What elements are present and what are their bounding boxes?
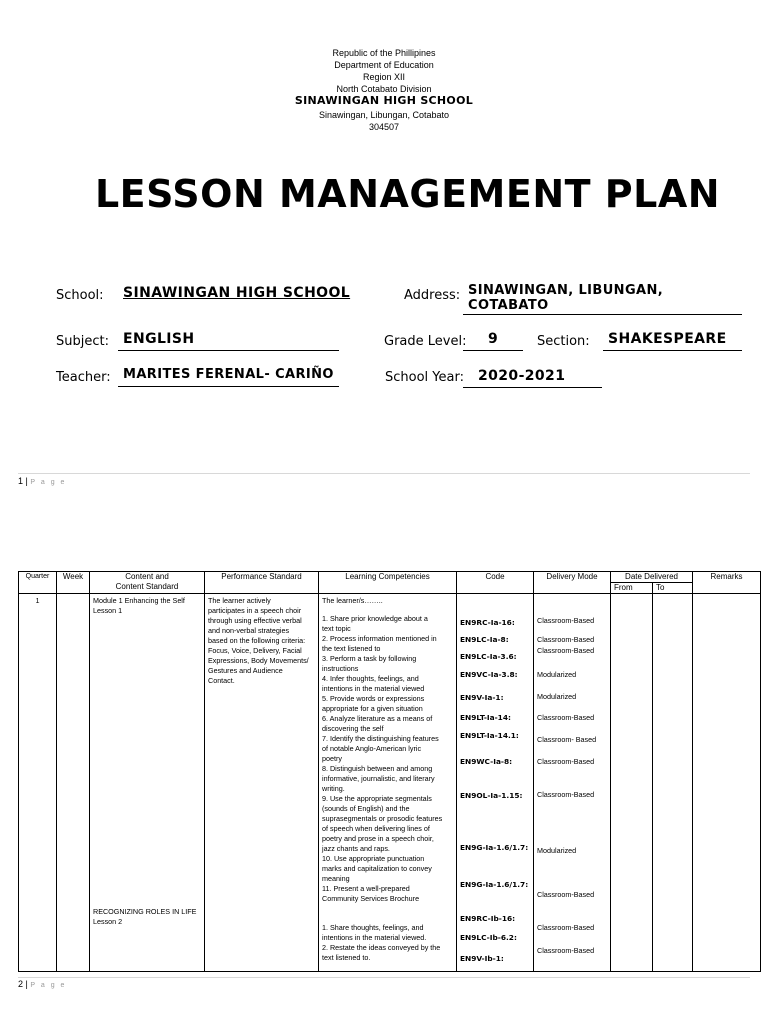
page-footer-2 xyxy=(18,979,66,989)
quarter-cell xyxy=(19,594,57,972)
page-word: P a g e xyxy=(30,982,67,989)
competency-code: EN9LT-Ia-14.1: xyxy=(460,731,519,740)
competency-line: 8. Distinguish between and among xyxy=(322,764,433,773)
competency-line: 2. Process information mentioned in xyxy=(322,634,437,643)
delivery-mode: Classroom- Based xyxy=(537,735,597,744)
competency-line: 9. Use the appropriate segmentals xyxy=(322,794,432,803)
teacher-label: Teacher: xyxy=(56,370,111,385)
competency-line: 2. Restate the ideas conveyed by the xyxy=(322,943,441,952)
competency-line: informative, journalistic, and literary xyxy=(322,774,435,783)
section-value: SHAKESPEARE xyxy=(608,331,727,347)
competency-line: the text listened to xyxy=(322,644,381,653)
competency-line: Community Services Brochure xyxy=(322,894,420,903)
competency-line: of speech when delivering lines of xyxy=(322,824,430,833)
content-module-line: Module 1 Enhancing the Self xyxy=(93,596,185,605)
delivery-mode: Classroom-Based xyxy=(537,757,595,766)
header-delivery: Delivery Mode xyxy=(534,572,611,594)
delivery-mode: Classroom-Based xyxy=(537,923,595,932)
competency-code: EN9LT-Ia-14: xyxy=(460,713,511,722)
grade-label: Grade Level: xyxy=(384,334,467,349)
performance-line: participates in a speech choir xyxy=(208,606,302,615)
competency-line: instructions xyxy=(322,664,359,673)
delivery-mode: Classroom-Based xyxy=(537,790,595,799)
from-cell xyxy=(611,594,653,972)
performance-cell xyxy=(205,594,319,972)
delivery-mode: Classroom-Based xyxy=(537,616,595,625)
subject-value: ENGLISH xyxy=(123,331,195,347)
content-lesson2-line: Lesson 2 xyxy=(93,917,123,926)
competency-line: intentions in the material viewed. xyxy=(322,933,427,942)
competency-line: writing. xyxy=(322,784,345,793)
competency-line: text listened to. xyxy=(322,953,371,962)
header-to: To xyxy=(653,583,693,594)
lesson-plan-table xyxy=(18,571,761,972)
section-label: Section: xyxy=(537,334,590,349)
performance-line: Gestures and Audience xyxy=(208,666,283,675)
competency-line: poetry xyxy=(322,754,342,763)
school-label: School: xyxy=(56,288,104,303)
competency-line: 10. Use appropriate punctuation xyxy=(322,854,425,863)
performance-line: Contact. xyxy=(208,676,235,685)
to-cell xyxy=(653,594,693,972)
subject-underline xyxy=(118,350,339,351)
school-name-header: SINAWINGAN HIGH SCHOOL xyxy=(294,94,474,107)
school-id: 304507 xyxy=(368,122,400,132)
republic-line: Republic of the Phillipines xyxy=(332,48,436,58)
teacher-value: MARITES FERENAL- CARIÑO xyxy=(123,367,334,382)
delivery-mode: Classroom-Based xyxy=(537,890,595,899)
competency-code: EN9WC-Ia-8: xyxy=(460,757,513,766)
delivery-mode: Modularized xyxy=(537,692,577,701)
header-content xyxy=(90,572,205,594)
competency-code: EN9LC-Ib-6.2: xyxy=(460,933,517,942)
competency-line: meaning xyxy=(322,874,350,883)
school-year-label: School Year: xyxy=(385,370,464,385)
performance-line: based on the following criteria: xyxy=(208,636,306,645)
competency-line: 5. Provide words or expressions xyxy=(322,694,425,703)
header-competencies: Learning Competencies xyxy=(319,572,457,594)
delivery-mode: Modularized xyxy=(537,846,577,855)
school-value: SINAWINGAN HIGH SCHOOL xyxy=(123,285,351,301)
performance-line: and non-verbal strategies xyxy=(208,626,290,635)
competency-code: EN9V-Ib-1: xyxy=(460,954,504,963)
department-line: Department of Education xyxy=(334,60,434,70)
competency-code: EN9RC-Ia-16: xyxy=(460,618,515,627)
content-cell xyxy=(90,594,205,972)
address-value-line2: COTABATO xyxy=(468,298,549,313)
performance-line: The learner actively xyxy=(208,596,271,605)
header-week: Week xyxy=(57,572,90,594)
school-year-underline xyxy=(463,387,602,388)
competency-line: poetry and prose in a speech choir, xyxy=(322,834,434,843)
competency-line: of notable Anglo-American lyric xyxy=(322,744,422,753)
page-divider: | xyxy=(25,979,28,989)
delivery-mode: Classroom-Based xyxy=(537,646,595,655)
address-underline xyxy=(463,314,742,315)
page-title: LESSON MANAGEMENT PLAN xyxy=(94,172,721,216)
performance-line: Focus, Voice, Delivery, Facial xyxy=(208,646,302,655)
competency-line: intentions in the material viewed xyxy=(322,684,425,693)
competency-line: 3. Perform a task by following xyxy=(322,654,417,663)
header-performance: Performance Standard xyxy=(205,572,319,594)
page-divider: | xyxy=(25,476,28,486)
competencies-cell xyxy=(319,594,457,972)
competency-line: The learner/s…….. xyxy=(322,596,383,605)
competency-code: EN9VC-Ia-3.8: xyxy=(460,670,518,679)
header-remarks: Remarks xyxy=(693,572,761,594)
teacher-underline xyxy=(118,386,339,387)
header-code: Code xyxy=(457,572,534,594)
page-number: 2 xyxy=(18,979,24,989)
delivery-mode: Classroom-Based xyxy=(537,635,595,644)
division-line: North Cotabato Division xyxy=(336,84,432,94)
grade-underline xyxy=(463,350,523,351)
remarks-cell xyxy=(693,594,761,972)
competency-code: EN9G-Ia-1.6/1.7: xyxy=(460,843,529,852)
week-cell xyxy=(57,594,90,972)
page-number: 1 xyxy=(18,476,24,486)
competency-line: 6. Analyze literature as a means of xyxy=(322,714,433,723)
region-line: Region XII xyxy=(362,72,406,82)
competency-line: 1. Share thoughts, feelings, and xyxy=(322,923,424,932)
performance-line: through using effective verbal xyxy=(208,616,302,625)
competency-line: jazz chants and raps. xyxy=(322,844,390,853)
competency-line: (sounds of English) and the xyxy=(322,804,410,813)
header-from: From xyxy=(611,583,653,594)
section-underline xyxy=(603,350,742,351)
page-separator-1 xyxy=(18,473,750,474)
competency-line: text topic xyxy=(322,624,351,633)
delivery-mode: Classroom-Based xyxy=(537,946,595,955)
competency-code: EN9V-Ia-1: xyxy=(460,693,504,702)
delivery-mode: Modularized xyxy=(537,670,577,679)
content-roles-line: RECOGNIZING ROLES IN LIFE xyxy=(93,907,197,916)
competency-line: 11. Present a well-prepared xyxy=(322,884,410,893)
header-quarter: Quarter xyxy=(19,572,57,594)
header-content-line1: Content and xyxy=(125,572,169,581)
content-lesson1-line: Lesson 1 xyxy=(93,606,123,615)
competency-code: EN9OL-Ia-1.15: xyxy=(460,791,523,800)
quarter-value: 1 xyxy=(35,596,40,605)
competency-line: 7. Identify the distinguishing features xyxy=(322,734,439,743)
competency-line: marks and capitalization to convey xyxy=(322,864,432,873)
school-address-header: Sinawingan, Libungan, Cotabato xyxy=(318,110,450,120)
subject-label: Subject: xyxy=(56,334,109,349)
competency-code: EN9RC-Ib-16: xyxy=(460,914,516,923)
school-year-value: 2020-2021 xyxy=(478,368,566,384)
grade-value: 9 xyxy=(488,331,499,347)
competency-code: EN9G-Ia-1.6/1.7: xyxy=(460,880,529,889)
competency-line: discovering the self xyxy=(322,724,384,733)
competency-line: appropriate for a given situation xyxy=(322,704,423,713)
page-word: P a g e xyxy=(30,479,67,486)
page-footer-1 xyxy=(18,476,66,486)
performance-line: Expressions, Body Movements/ xyxy=(208,656,309,665)
delivery-mode: Classroom-Based xyxy=(537,713,595,722)
delivery-cell xyxy=(534,594,611,972)
address-value-line1: SINAWINGAN, LIBUNGAN, xyxy=(468,283,664,298)
competency-line: suprasegmentals or prosodic features xyxy=(322,814,443,823)
code-cell xyxy=(457,594,534,972)
competency-code: EN9LC-Ia-8: xyxy=(460,635,509,644)
competency-line: 4. Infer thoughts, feelings, and xyxy=(322,674,419,683)
address-label: Address: xyxy=(404,288,461,303)
header-content-line2: Content Standard xyxy=(115,582,179,591)
page-separator-2 xyxy=(18,977,750,978)
header-date-delivered: Date Delivered xyxy=(611,572,693,583)
competency-code: EN9LC-Ia-3.6: xyxy=(460,652,517,661)
competency-line: 1. Share prior knowledge about a xyxy=(322,614,428,623)
